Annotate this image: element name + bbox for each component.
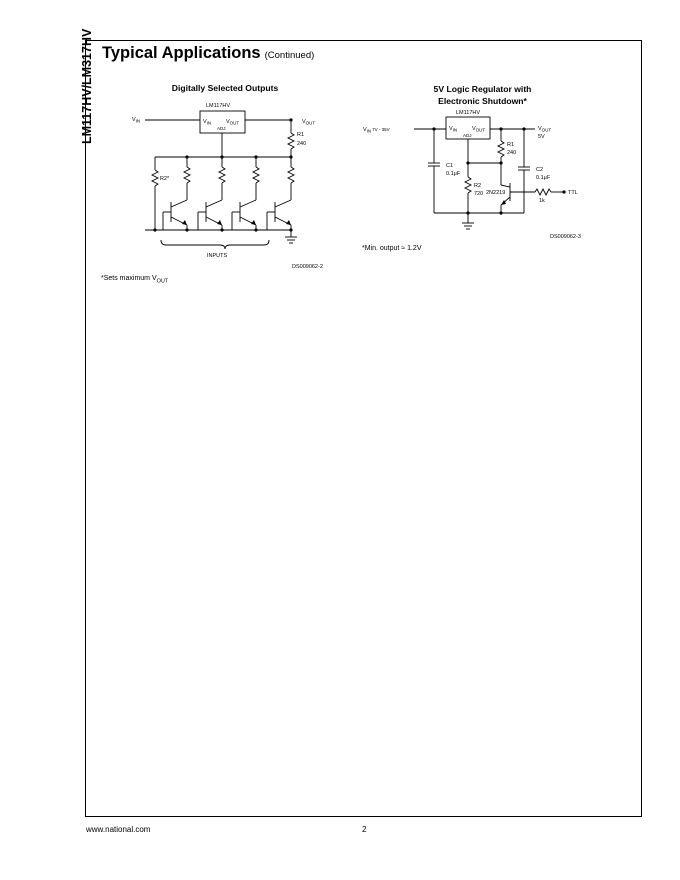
fig2-transistor: 2N2219	[486, 190, 506, 196]
fig2-c2-value: 0.1μF	[536, 175, 551, 181]
fig1-ds-number: DS009062-2	[292, 264, 323, 270]
fig2-schematic	[360, 105, 590, 245]
fig2-ic-label: LM117HV	[456, 110, 481, 116]
fig1-r2-label: R2*	[160, 176, 170, 182]
fig2-ds-number: DS009062-3	[550, 234, 581, 240]
fig1-r1-value: 240	[297, 141, 307, 147]
page-number: 2	[362, 825, 367, 834]
side-title: LM117HV/LM317HV	[80, 28, 94, 144]
fig1-ic-label: LM117HV	[206, 103, 231, 109]
fig2-vout-pin: $V_{OUT}$	[472, 126, 486, 133]
fig2-c2-label: C2	[536, 167, 544, 173]
fig2-r2-value: 720	[474, 191, 484, 197]
fig1-vout-label: $V_{OUT}$	[302, 119, 316, 126]
fig2-c1-value: 0.1μF	[446, 171, 461, 177]
fig2-vout-label: $V_{OUT}$	[538, 126, 552, 133]
fig2-vout-value: 5V	[538, 134, 545, 140]
fig2-caption: 5V Logic Regulator with Electronic Shutdown*	[433, 84, 532, 106]
fig1-r1-label: R1	[297, 132, 305, 138]
fig2-adj-pin: ADJ	[463, 133, 472, 138]
fig2-vin-pin: $V_{IN}$	[449, 126, 458, 133]
fig2-vin-label: $V_{IN}^{7V - 35V}$	[363, 127, 390, 134]
fig1-note: *Sets maximum $V_{OUT}$	[101, 275, 169, 285]
fig1-vout-pin: $V_{OUT}$	[226, 119, 240, 126]
heading-continued: (Continued)	[264, 50, 315, 61]
fig2-note: *Min. output ≈ 1.2V	[362, 245, 422, 252]
heading-title: Typical Applications	[102, 44, 261, 62]
fig2-r1-value: 240	[507, 150, 517, 156]
fig1-inputs-label: INPUTS	[207, 253, 228, 259]
fig2-c1-label: C1	[446, 163, 454, 169]
fig1-schematic	[125, 95, 335, 275]
section-heading	[102, 44, 314, 63]
fig1-adj-pin: ADJ	[217, 126, 226, 131]
fig2-r1-label: R1	[507, 142, 515, 148]
fig1-caption: Digitally Selected Outputs	[171, 83, 279, 93]
footer-url[interactable]: www.national.com	[86, 825, 151, 834]
fig2-r3-value: 1k	[539, 198, 545, 204]
fig1-vin-pin: $V_{IN}$	[203, 119, 212, 126]
fig2-ttl-label: TTL	[568, 190, 578, 196]
fig1-vin-label: $V_{IN}$	[132, 117, 141, 124]
fig2-r2-label: R2	[474, 183, 482, 189]
